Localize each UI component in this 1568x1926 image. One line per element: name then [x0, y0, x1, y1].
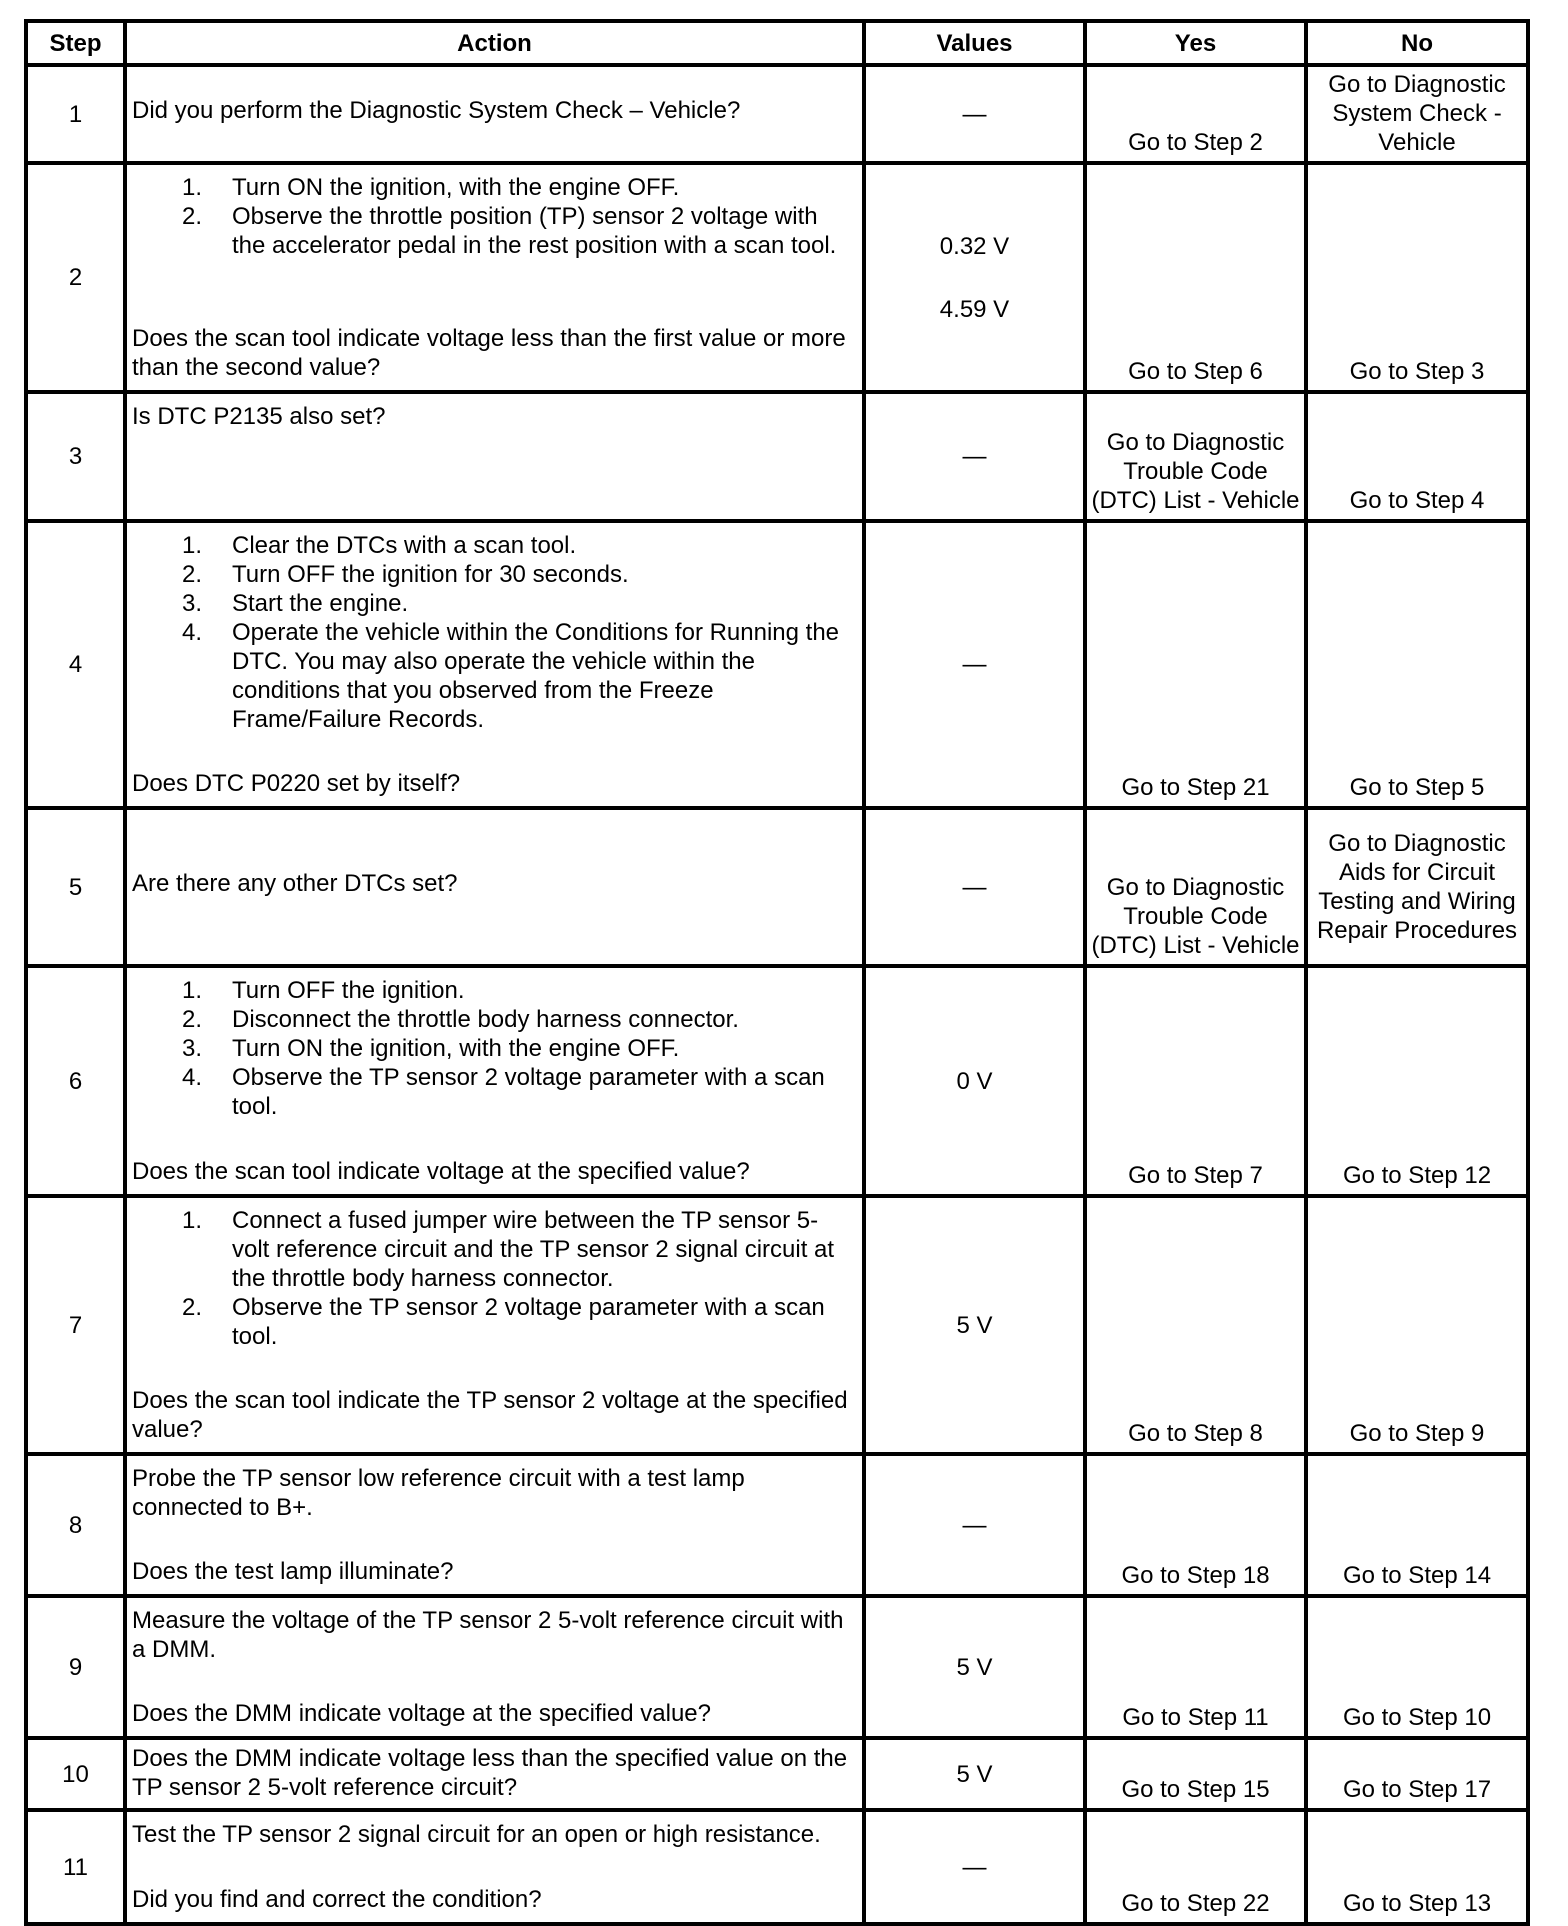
- action-question: Does the scan tool indicate the TP sensor 2 voltage at the specified value?: [132, 1387, 848, 1443]
- table-row: [26, 163, 1528, 392]
- values-cell: 5 V: [864, 1738, 1085, 1810]
- values-cell: 0 V: [864, 966, 1085, 1196]
- table-row: [26, 392, 1528, 521]
- action-cell: [125, 392, 864, 521]
- table-row: [26, 65, 1528, 163]
- list-item: 2. Observe the TP sensor 2 voltage parameter with a scan tool.: [182, 1294, 825, 1350]
- action-cell: [125, 966, 864, 1196]
- step-number: 7: [26, 1196, 125, 1454]
- list-item: 1. Clear the DTCs with a scan tool.: [182, 532, 577, 559]
- table-row: [26, 966, 1528, 1196]
- action-steps: [132, 1206, 854, 1351]
- no-cell: Go to Step 5: [1306, 521, 1528, 808]
- action-text: Are there any other DTCs set?: [132, 869, 458, 897]
- action-steps: [132, 976, 854, 1121]
- action-cell: [125, 1596, 864, 1738]
- action-cell: [125, 1738, 864, 1810]
- action-text: Test the TP sensor 2 signal circuit for an open or high resistance.: [132, 1821, 821, 1848]
- yes-cell: Go to Step 6: [1085, 163, 1306, 392]
- no-cell: Go to Step 13: [1306, 1810, 1528, 1924]
- values-cell: 5 V: [864, 1196, 1085, 1454]
- step-number: 6: [26, 966, 125, 1196]
- header-action: Action: [125, 21, 864, 65]
- yes-cell: Go to Step 22: [1085, 1810, 1306, 1924]
- no-cell: Go to Step 14: [1306, 1454, 1528, 1596]
- table-row: [26, 1810, 1528, 1924]
- values-cell: —: [864, 65, 1085, 163]
- value-second: 4.59 V: [939, 295, 1010, 323]
- step-number: 5: [26, 808, 125, 966]
- action-question: Does the scan tool indicate voltage at the specified value?: [132, 1158, 750, 1185]
- action-text: Probe the TP sensor low reference circuit with a test lamp connected to B+.: [132, 1465, 745, 1521]
- header-no: No: [1306, 21, 1528, 65]
- step-number: 8: [26, 1454, 125, 1596]
- action-question: Does the scan tool indicate voltage less than the first value or more than the second value?: [132, 325, 846, 381]
- action-question: Does DTC P0220 set by itself?: [132, 770, 461, 797]
- action-text: Does the DMM indicate voltage less than the specified value on the TP sensor 2 5-volt reference circuit?: [132, 1745, 848, 1801]
- action-cell: [125, 163, 864, 392]
- table-row: [26, 521, 1528, 808]
- action-cell: [125, 1810, 864, 1924]
- value-first: 0.32 V: [939, 232, 1010, 260]
- table-row: [26, 808, 1528, 966]
- step-number: 11: [26, 1810, 125, 1924]
- action-cell: [125, 521, 864, 808]
- values-cell: —: [864, 1454, 1085, 1596]
- yes-cell: Go to Step 18: [1085, 1454, 1306, 1596]
- no-cell: Go to Step 4: [1306, 392, 1528, 521]
- header-yes: Yes: [1085, 21, 1306, 65]
- action-cell: [125, 1196, 864, 1454]
- list-item: 3. Start the engine.: [182, 590, 409, 617]
- list-item: 1. Connect a fused jumper wire between the TP sensor 5-volt reference circuit and the TP sensor 2 signal circuit at the throttle body harness connector.: [182, 1207, 835, 1292]
- no-cell: Go to Step 9: [1306, 1196, 1528, 1454]
- yes-cell: Go to Diagnostic Trouble Code (DTC) List - Vehicle: [1085, 392, 1306, 521]
- header-step: Step: [26, 21, 125, 65]
- values-cell: —: [864, 808, 1085, 966]
- action-cell: [125, 808, 864, 966]
- action-text: Did you perform the Diagnostic System Check – Vehicle?: [132, 96, 741, 124]
- yes-cell: Go to Step 21: [1085, 521, 1306, 808]
- yes-cell: Go to Step 8: [1085, 1196, 1306, 1454]
- step-number: 10: [26, 1738, 125, 1810]
- list-item: 1. Turn ON the ignition, with the engine OFF.: [182, 174, 680, 201]
- yes-cell: Go to Step 11: [1085, 1596, 1306, 1738]
- step-number: 4: [26, 521, 125, 808]
- no-cell: Go to Step 17: [1306, 1738, 1528, 1810]
- step-number: 9: [26, 1596, 125, 1738]
- action-text: Is DTC P2135 also set?: [132, 403, 386, 430]
- action-cell: [125, 65, 864, 163]
- yes-cell: Go to Diagnostic Trouble Code (DTC) List - Vehicle: [1085, 808, 1306, 966]
- yes-cell: Go to Step 7: [1085, 966, 1306, 1196]
- list-item: 2. Turn OFF the ignition for 30 seconds.: [182, 561, 629, 588]
- values-cell: —: [864, 1810, 1085, 1924]
- table-row: [26, 1196, 1528, 1454]
- action-cell: [125, 1454, 864, 1596]
- list-item: 4. Operate the vehicle within the Conditions for Running the DTC. You may also operate the vehicle within the conditions that you observed from the Freeze Frame/Failure Records.: [182, 619, 840, 733]
- action-text: Measure the voltage of the TP sensor 2 5-volt reference circuit with a DMM.: [132, 1607, 844, 1663]
- header-values: Values: [864, 21, 1085, 65]
- step-number: 2: [26, 163, 125, 392]
- no-cell: Go to Step 10: [1306, 1596, 1528, 1738]
- header-row: [26, 21, 1528, 65]
- step-number: 1: [26, 65, 125, 163]
- values-cell: [864, 163, 1085, 392]
- action-question: Did you find and correct the condition?: [132, 1886, 542, 1913]
- action-question: Does the test lamp illuminate?: [132, 1558, 454, 1585]
- no-cell: Go to Step 12: [1306, 966, 1528, 1196]
- values-cell: —: [864, 392, 1085, 521]
- list-item: 1. Turn OFF the ignition.: [182, 977, 465, 1004]
- action-steps: [132, 531, 854, 734]
- action-steps: [132, 173, 854, 260]
- values-cell: 5 V: [864, 1596, 1085, 1738]
- values-cell: —: [864, 521, 1085, 808]
- list-item: 4. Observe the TP sensor 2 voltage parameter with a scan tool.: [182, 1064, 825, 1120]
- step-number: 3: [26, 392, 125, 521]
- list-item: 2. Observe the throttle position (TP) sensor 2 voltage with the accelerator pedal in the rest position with a scan tool.: [182, 203, 837, 259]
- yes-cell: Go to Step 2: [1085, 65, 1306, 163]
- list-item: 3. Turn ON the ignition, with the engine OFF.: [182, 1035, 680, 1062]
- action-question: Does the DMM indicate voltage at the specified value?: [132, 1700, 711, 1727]
- yes-cell: Go to Step 15: [1085, 1738, 1306, 1810]
- table-row: [26, 1596, 1528, 1738]
- table-row: [26, 1454, 1528, 1596]
- no-cell: Go to Diagnostic Aids for Circuit Testing and Wiring Repair Procedures: [1306, 808, 1528, 966]
- no-cell: Go to Diagnostic System Check - Vehicle: [1306, 65, 1528, 163]
- diagnostic-table: [24, 19, 1530, 1926]
- no-cell: Go to Step 3: [1306, 163, 1528, 392]
- list-item: 2. Disconnect the throttle body harness connector.: [182, 1006, 739, 1033]
- table-row: [26, 1738, 1528, 1810]
